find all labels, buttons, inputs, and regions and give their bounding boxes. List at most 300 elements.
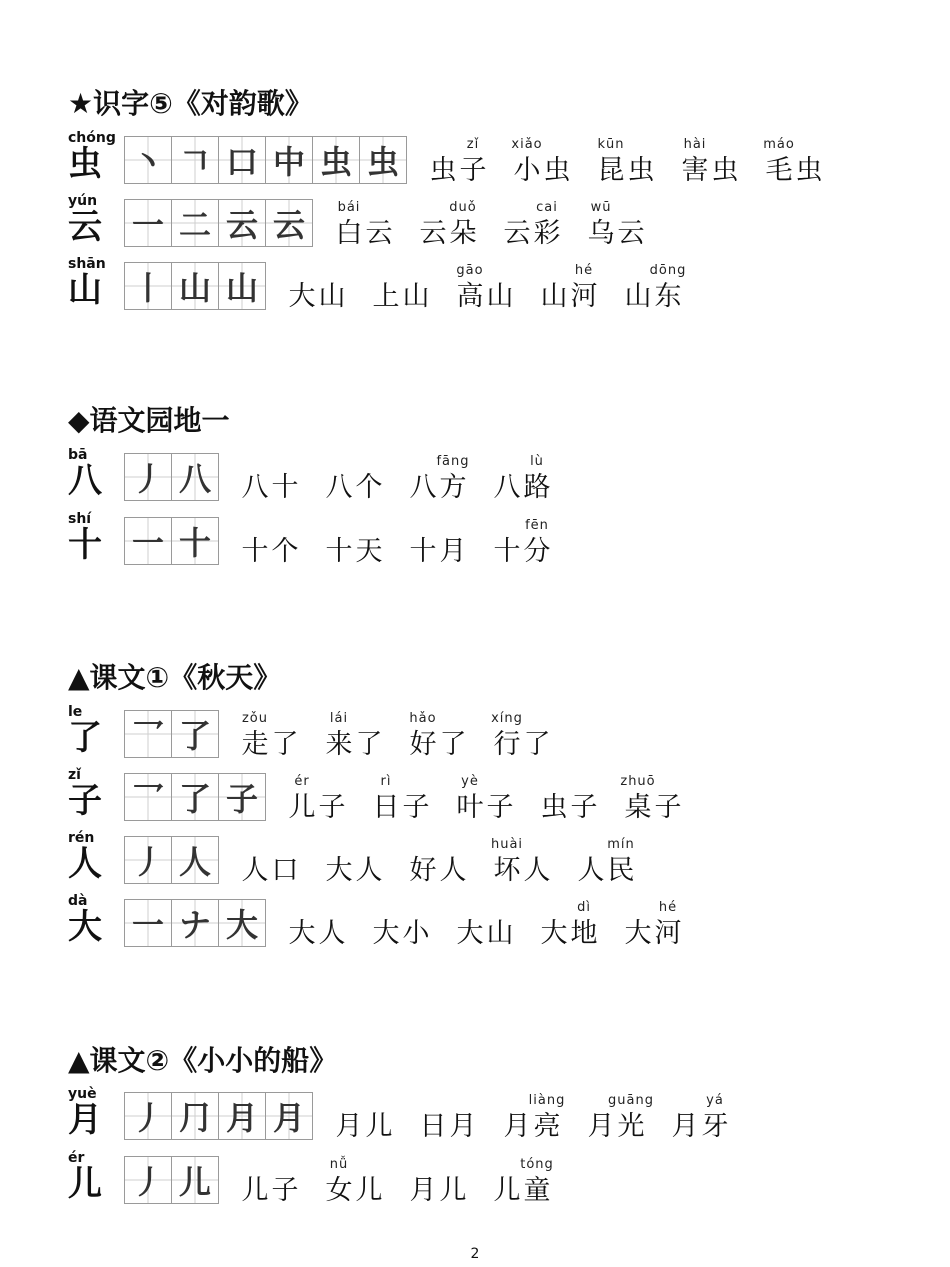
word-pinyin: liàng [528, 1093, 566, 1108]
word-hanzi: 个 [355, 472, 383, 503]
word-hanzi: 云 [617, 218, 645, 249]
word-hanzi: 昆 [597, 155, 625, 186]
word-hanzi: 乌 [587, 218, 615, 249]
stroke-cell [124, 517, 172, 565]
word-hanzi: 口 [271, 855, 299, 886]
word-character [324, 519, 354, 573]
word-character [438, 519, 468, 573]
character-glyph: 儿 [68, 1164, 102, 1204]
word-character [485, 775, 515, 829]
word-character [522, 838, 552, 892]
word-pinyin: zhuō [620, 774, 656, 789]
word-character [485, 901, 515, 955]
stroke-step: 山 [225, 269, 258, 307]
word-pinyin: zǒu [241, 711, 269, 726]
vocab-word [539, 775, 599, 829]
word-character [408, 838, 438, 892]
word-character [542, 138, 572, 192]
word-hanzi: 牙 [701, 1111, 729, 1142]
vocab-word [764, 138, 824, 192]
stroke-cell [171, 453, 219, 501]
word-hanzi: 河 [654, 918, 682, 949]
word-character [354, 712, 384, 766]
stroke-cell [171, 1156, 219, 1204]
section-title: ▲课文②《小小的船》 [68, 1044, 338, 1077]
word-character [606, 838, 636, 892]
vocab-word [576, 838, 636, 892]
word-hanzi: 桌 [624, 792, 652, 823]
vocab-word [680, 138, 740, 192]
word-hanzi: 十 [409, 536, 437, 567]
word-hanzi: 八 [241, 472, 269, 503]
word-hanzi: 日 [372, 792, 400, 823]
stroke-step: 虫 [319, 143, 352, 181]
word-character [492, 712, 522, 766]
vocab-word [287, 775, 347, 829]
vocab-word [492, 838, 552, 892]
word-character [576, 838, 606, 892]
word-character [539, 775, 569, 829]
word-character [649, 263, 687, 318]
stroke-step: 口 [225, 143, 258, 181]
stroke-cell [171, 773, 219, 821]
word-character [334, 201, 364, 255]
stroke-step: 山 [178, 269, 211, 307]
word-character [317, 264, 347, 318]
target-character [68, 767, 116, 829]
word-hanzi: 女 [325, 1175, 353, 1206]
target-character [68, 511, 116, 573]
word-hanzi: 地 [570, 918, 598, 949]
word-pinyin: yè [461, 774, 479, 789]
word-character [240, 519, 270, 573]
word-hanzi: 云 [503, 218, 531, 249]
word-pinyin: máo [763, 137, 795, 152]
character-row [0, 830, 950, 892]
stroke-step: 虫 [366, 143, 399, 181]
target-character [68, 1150, 116, 1212]
word-character [401, 775, 431, 829]
character-row [0, 447, 950, 509]
word-hanzi: 儿 [365, 1111, 393, 1142]
word-hanzi: 月 [503, 1111, 531, 1142]
vocab-word [428, 138, 488, 192]
word-character [418, 201, 448, 255]
stroke-cell [265, 199, 313, 247]
word-pinyin: bái [337, 200, 361, 215]
vocab-word [334, 1094, 394, 1148]
word-hanzi: 十 [325, 536, 353, 567]
word-hanzi: 好 [409, 729, 437, 760]
word-hanzi: 八 [325, 472, 353, 503]
word-pinyin: gāo [456, 263, 484, 278]
stroke-step: 了 [178, 780, 211, 818]
section-title: ▲课文①《秋天》 [68, 661, 282, 694]
stroke-cell [218, 199, 266, 247]
stroke-cell [171, 1092, 219, 1140]
word-hanzi: 儿 [493, 1175, 521, 1206]
word-character [408, 455, 438, 509]
word-hanzi: 山 [486, 281, 514, 312]
stroke-step: 人 [178, 843, 211, 881]
word-pinyin: hài [683, 137, 707, 152]
word-character [512, 138, 542, 192]
character-pinyin: le [68, 704, 83, 720]
stroke-cell [124, 836, 172, 884]
word-character [364, 1094, 394, 1148]
target-character [68, 193, 116, 255]
word-hanzi: 儿 [241, 1175, 269, 1206]
stroke-cell [124, 773, 172, 821]
word-list [287, 901, 707, 955]
vocab-word [240, 1158, 300, 1212]
stroke-order-grid [124, 710, 218, 758]
word-pinyin: hé [574, 263, 594, 278]
stroke-order-grid [124, 1156, 218, 1204]
word-hanzi: 月 [671, 1111, 699, 1142]
word-hanzi: 虫 [711, 155, 739, 186]
stroke-step: 丶 [131, 143, 164, 181]
word-character [653, 775, 683, 829]
stroke-cell [218, 1092, 266, 1140]
word-hanzi: 行 [493, 729, 521, 760]
word-character [334, 1094, 364, 1148]
word-hanzi: 八 [409, 472, 437, 503]
stroke-cell [171, 136, 219, 184]
word-pinyin: xíng [491, 711, 523, 726]
word-pinyin: wū [590, 200, 612, 215]
vocab-word [539, 264, 599, 318]
vocab-word [287, 264, 347, 318]
word-character [324, 455, 354, 509]
character-row [0, 1150, 950, 1212]
word-character [270, 455, 300, 509]
word-character [240, 712, 270, 766]
word-hanzi: 民 [607, 855, 635, 886]
word-list [240, 838, 660, 892]
word-list [240, 519, 576, 573]
vocab-word [324, 838, 384, 892]
stroke-cell [218, 899, 266, 947]
stroke-order-grid [124, 136, 406, 184]
word-pinyin: rì [380, 774, 392, 789]
word-character [408, 1158, 438, 1212]
word-character [401, 901, 431, 955]
stroke-step: 子 [225, 780, 258, 818]
stroke-cell [171, 262, 219, 310]
word-pinyin: fēn [525, 518, 549, 533]
word-hanzi: 山 [624, 281, 652, 312]
word-hanzi: 了 [355, 729, 383, 760]
vocab-word [287, 901, 347, 955]
character-pinyin: chóng [68, 130, 116, 146]
word-character [317, 775, 347, 829]
vocab-word [408, 1158, 468, 1212]
word-character [401, 264, 431, 318]
vocab-word [492, 1158, 552, 1212]
word-list [287, 775, 707, 829]
vocab-word [539, 901, 599, 955]
word-hanzi: 八 [493, 472, 521, 503]
word-character [240, 838, 270, 892]
stroke-step: 八 [178, 460, 211, 498]
word-list [240, 1158, 576, 1212]
word-hanzi: 光 [617, 1111, 645, 1142]
word-character [438, 712, 468, 766]
word-character [438, 455, 468, 509]
vocab-word [586, 201, 646, 255]
vocab-word [455, 901, 515, 955]
word-hanzi: 儿 [288, 792, 316, 823]
vocab-word [492, 455, 552, 509]
word-character [270, 519, 300, 573]
word-character [270, 838, 300, 892]
stroke-step: 大 [225, 906, 258, 944]
word-pinyin: hé [658, 900, 678, 915]
word-hanzi: 人 [523, 855, 551, 886]
character-pinyin: zǐ [68, 767, 81, 783]
word-character [240, 1158, 270, 1212]
stroke-cell [124, 1156, 172, 1204]
stroke-step: 一 [131, 524, 164, 562]
stroke-cell [218, 136, 266, 184]
word-pinyin: kūn [597, 137, 625, 152]
word-pinyin: guāng [608, 1093, 654, 1108]
vocab-word [408, 838, 468, 892]
vocab-word [408, 455, 468, 509]
stroke-step: 丿 [131, 843, 164, 881]
word-list [240, 712, 576, 766]
stroke-cell [171, 836, 219, 884]
target-character [68, 130, 116, 192]
stroke-step: 𠃍 [178, 143, 211, 181]
word-hanzi: 了 [271, 729, 299, 760]
word-character [569, 775, 599, 829]
vocab-word [596, 138, 656, 192]
word-character [596, 138, 626, 192]
word-hanzi: 坏 [493, 855, 521, 886]
word-hanzi: 大 [372, 918, 400, 949]
vocab-word [502, 1093, 566, 1148]
word-character [438, 1158, 468, 1212]
character-glyph: 十 [68, 525, 102, 565]
word-hanzi: 山 [402, 281, 430, 312]
word-hanzi: 分 [523, 536, 551, 567]
character-glyph: 八 [68, 461, 102, 501]
word-hanzi: 小 [513, 155, 541, 186]
word-character [270, 1158, 300, 1212]
stroke-order-grid [124, 262, 265, 310]
word-hanzi: 了 [523, 729, 551, 760]
page-number: 2 [470, 1246, 480, 1262]
word-character [418, 1094, 448, 1148]
word-character [354, 455, 384, 509]
word-character [448, 201, 478, 255]
word-hanzi: 十 [271, 472, 299, 503]
stroke-step: 了 [178, 717, 211, 755]
word-character [569, 264, 599, 318]
character-row [0, 130, 950, 192]
word-hanzi: 人 [355, 855, 383, 886]
character-row [0, 767, 950, 829]
stroke-step: 一 [131, 206, 164, 244]
word-hanzi: 大 [540, 918, 568, 949]
word-hanzi: 上 [372, 281, 400, 312]
word-character [455, 775, 485, 829]
word-pinyin: xiǎo [511, 137, 543, 152]
character-pinyin: ér [68, 1150, 85, 1166]
stroke-cell [124, 136, 172, 184]
vocab-word [324, 712, 384, 766]
character-glyph: 月 [68, 1100, 102, 1140]
word-pinyin: tóng [520, 1157, 554, 1172]
word-hanzi: 彩 [533, 218, 561, 249]
word-hanzi: 十 [493, 536, 521, 567]
word-character [623, 264, 653, 318]
stroke-cell [171, 710, 219, 758]
character-glyph: 山 [68, 270, 102, 310]
word-hanzi: 日 [419, 1111, 447, 1142]
target-character [68, 704, 116, 766]
word-character [354, 838, 384, 892]
word-list [334, 201, 670, 255]
character-row [0, 1086, 950, 1148]
word-pinyin: lù [530, 454, 544, 469]
character-pinyin: bā [68, 447, 88, 463]
word-hanzi: 河 [570, 281, 598, 312]
word-character [492, 838, 522, 892]
stroke-step: 乛 [131, 780, 164, 818]
word-hanzi: 子 [402, 792, 430, 823]
word-pinyin: mín [607, 837, 635, 852]
word-character [270, 712, 300, 766]
word-character [354, 1158, 384, 1212]
vocab-word [512, 138, 572, 192]
stroke-cell [124, 262, 172, 310]
word-character [623, 901, 653, 955]
vocab-word [240, 712, 300, 766]
word-character [502, 201, 532, 255]
word-character [492, 519, 522, 573]
word-hanzi: 走 [241, 729, 269, 760]
word-character [608, 1093, 654, 1148]
stroke-cell [265, 136, 313, 184]
word-pinyin: dōng [649, 263, 687, 278]
word-character [586, 201, 616, 255]
word-hanzi: 子 [459, 155, 487, 186]
word-hanzi: 子 [570, 792, 598, 823]
word-pinyin: dì [577, 900, 591, 915]
word-character [522, 712, 552, 766]
stroke-step: 一 [131, 906, 164, 944]
vocab-word [408, 712, 468, 766]
character-glyph: 人 [68, 844, 102, 884]
word-character [616, 201, 646, 255]
word-hanzi: 路 [523, 472, 551, 503]
character-pinyin: shí [68, 511, 92, 527]
stroke-step: 云 [225, 206, 258, 244]
vocab-word [240, 455, 300, 509]
word-pinyin: zǐ [466, 137, 480, 152]
word-character [764, 138, 794, 192]
word-hanzi: 大 [456, 918, 484, 949]
stroke-cell [124, 899, 172, 947]
vocab-word [240, 519, 300, 573]
word-hanzi: 人 [241, 855, 269, 886]
character-glyph: 大 [68, 907, 102, 947]
stroke-step: 儿 [178, 1163, 211, 1201]
target-character [68, 447, 116, 509]
stroke-order-grid [124, 836, 218, 884]
word-character [287, 775, 317, 829]
word-hanzi: 害 [681, 155, 709, 186]
word-list [287, 264, 707, 318]
stroke-cell [312, 136, 360, 184]
word-hanzi: 大 [325, 855, 353, 886]
vocab-word [492, 519, 552, 573]
word-hanzi: 了 [439, 729, 467, 760]
vocab-word [371, 264, 431, 318]
stroke-order-grid [124, 453, 218, 501]
word-list [334, 1094, 754, 1148]
word-character [670, 1094, 700, 1148]
vocab-word [240, 838, 300, 892]
character-row [0, 893, 950, 955]
word-hanzi: 虫 [429, 155, 457, 186]
target-character [68, 256, 116, 318]
stroke-order-grid [124, 899, 265, 947]
character-pinyin: shān [68, 256, 106, 272]
character-glyph: 子 [68, 781, 102, 821]
word-pinyin: huài [490, 837, 524, 852]
word-character [569, 901, 599, 955]
stroke-step: 月 [225, 1099, 258, 1137]
word-character [287, 264, 317, 318]
vocab-word [418, 1094, 478, 1148]
word-character [458, 138, 488, 192]
stroke-step: 丨 [131, 269, 164, 307]
stroke-cell [171, 517, 219, 565]
word-pinyin: duǒ [449, 200, 477, 215]
stroke-step: ナ [178, 906, 211, 944]
word-hanzi: 月 [335, 1111, 363, 1142]
section-title: ★识字⑤《对韵歌》 [68, 87, 313, 120]
word-hanzi: 月 [409, 1175, 437, 1206]
word-hanzi: 子 [486, 792, 514, 823]
word-character [240, 455, 270, 509]
word-pinyin: fāng [436, 454, 470, 469]
word-hanzi: 山 [540, 281, 568, 312]
stroke-cell [124, 453, 172, 501]
word-list [240, 455, 576, 509]
word-character [485, 264, 515, 318]
word-pinyin: hǎo [409, 711, 437, 726]
word-hanzi: 个 [271, 536, 299, 567]
word-hanzi: 人 [439, 855, 467, 886]
word-hanzi: 月 [449, 1111, 477, 1142]
vocab-word [324, 519, 384, 573]
word-character [528, 1093, 566, 1148]
stroke-step: 二 [178, 206, 211, 244]
vocab-word [334, 201, 394, 255]
word-hanzi: 大 [288, 918, 316, 949]
target-character [68, 1086, 116, 1148]
vocab-word [408, 519, 468, 573]
character-row [0, 193, 950, 255]
word-character [492, 1158, 522, 1212]
vocab-word [492, 712, 552, 766]
vocab-word [324, 455, 384, 509]
